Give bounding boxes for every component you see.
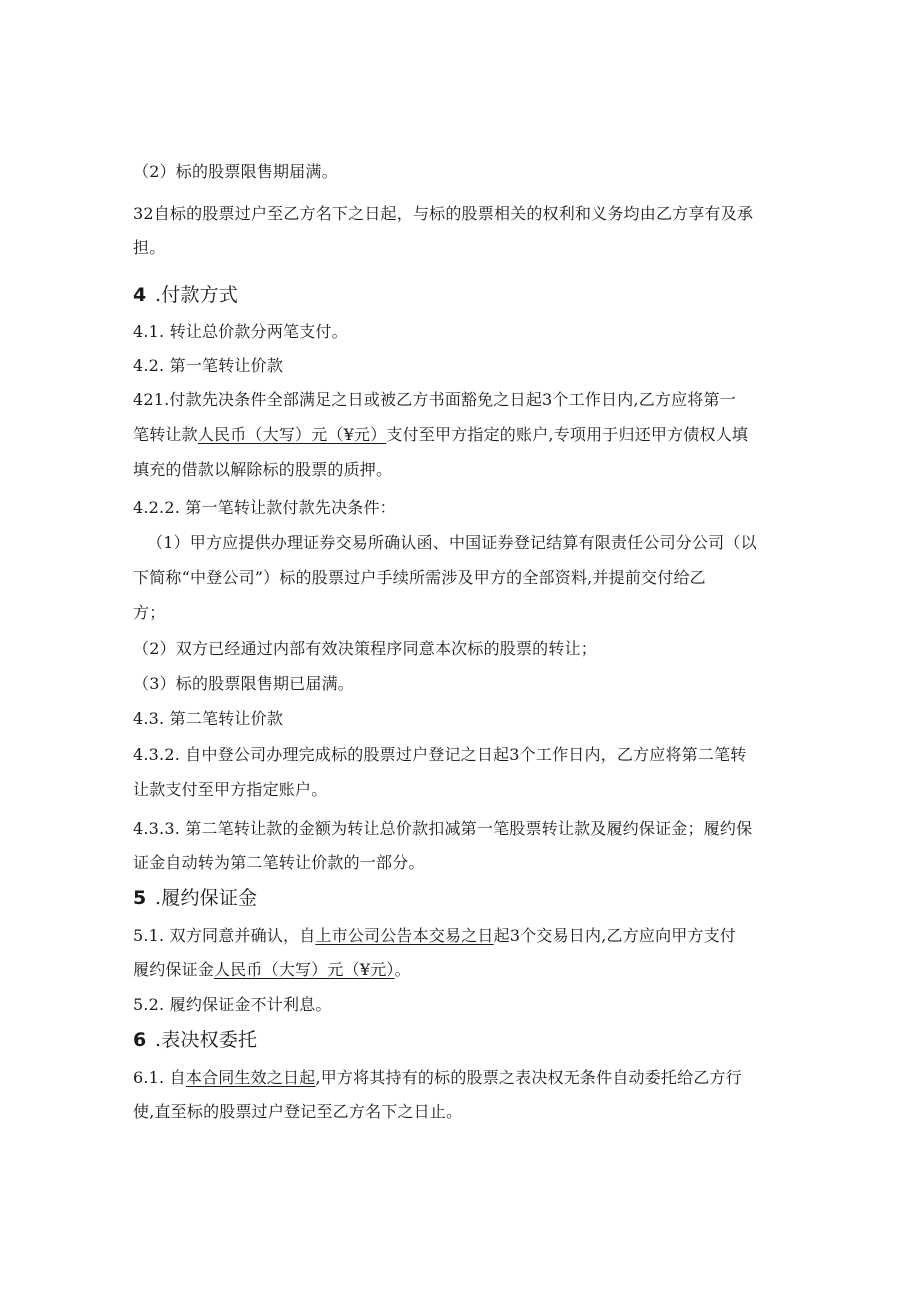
paragraph-line	[133, 959, 411, 981]
underlined-blank: 人民币（大写）元（¥元）	[214, 960, 395, 979]
paragraph-line	[133, 424, 748, 446]
section-heading-4	[133, 283, 238, 307]
paragraph-line: 4.1. 转让总价款分两笔支付。	[133, 322, 348, 341]
section-heading-6	[133, 1028, 257, 1052]
section-heading-5	[133, 886, 257, 910]
paragraph-line	[133, 925, 736, 947]
underlined-blank: 本合同生效之日起	[185, 1068, 316, 1087]
paragraph-line: 担。	[133, 238, 166, 257]
paragraph-line: 421.付款先决条件全部满足之日或被乙方书面豁免之日起3个工作日内,乙方应将第一	[133, 390, 736, 409]
paragraph-line: 使,直至标的股票过户登记至乙方名下之日止。	[133, 1102, 463, 1121]
underlined-blank: 上市公司公告本交易之日	[315, 926, 494, 945]
section-number: 6	[133, 1029, 147, 1051]
text-run: 起3个交易日内,乙方应向甲方支付	[493, 926, 737, 945]
paragraph-line: 4.2.2. 第一笔转让款付款先决条件：	[133, 498, 396, 517]
paragraph-line: 4.2. 第一笔转让价款	[133, 356, 284, 375]
paragraph-line: （2）双方已经通过内部有效决策程序同意本次标的股票的转让；	[133, 639, 597, 658]
paragraph-line: 证金自动转为第二笔转让价款的一部分。	[133, 853, 425, 872]
paragraph-line: 方；	[133, 603, 166, 622]
paragraph-line: （2）标的股票限售期届满。	[133, 162, 338, 181]
paragraph-line: （1）甲方应提供办理证券交易所确认函、中国证券登记结算有限责任公司分公司（以	[147, 533, 757, 552]
section-number: 4	[133, 284, 147, 306]
paragraph-line: 4.3.3. 第二笔转让款的金额为转让总价款扣减第一笔股票转让款及履约保证金；履约保	[133, 819, 753, 838]
section-title: .履约保证金	[155, 887, 258, 909]
paragraph-line: 4.3.2. 自中登公司办理完成标的股票过户登记之日起3个工作日内，乙方应将第二笔转	[133, 745, 747, 764]
underlined-blank: 人民币（大写）元（¥元）	[197, 425, 387, 444]
section-number: 5	[133, 887, 147, 909]
text-run: 支付至甲方指定的账户,专项用于归还甲方债权人填	[386, 425, 749, 444]
section-title: .付款方式	[155, 284, 239, 306]
text-run: 6.1. 自	[133, 1068, 186, 1087]
text-run: 笔转让款	[133, 425, 198, 444]
section-title: .表决权委托	[155, 1029, 258, 1051]
text-run: 5.1. 双方同意并确认，自	[133, 926, 316, 945]
text-run: 履约保证金	[133, 960, 215, 979]
text-run: ,甲方将其持有的标的股票之表决权无条件自动委托给乙方行	[315, 1068, 742, 1087]
paragraph-line: 填充的借款以解除标的股票的质押。	[133, 460, 393, 479]
paragraph-line: （3）标的股票限售期已届满。	[133, 674, 354, 693]
paragraph-line: 4.3. 第二笔转让价款	[133, 709, 284, 728]
paragraph-line	[133, 1067, 742, 1089]
paragraph-line: 32自标的股票过户至乙方名下之日起，与标的股票相关的权利和义务均由乙方享有及承	[133, 204, 754, 223]
paragraph-line: 下简称“中登公司”）标的股票过户手续所需涉及甲方的全部资料,并提前交付给乙	[133, 568, 706, 587]
text-run: 。	[394, 960, 411, 979]
paragraph-line: 让款支付至甲方指定账户。	[133, 780, 328, 799]
paragraph-line: 5.2. 履约保证金不计利息。	[133, 995, 332, 1014]
